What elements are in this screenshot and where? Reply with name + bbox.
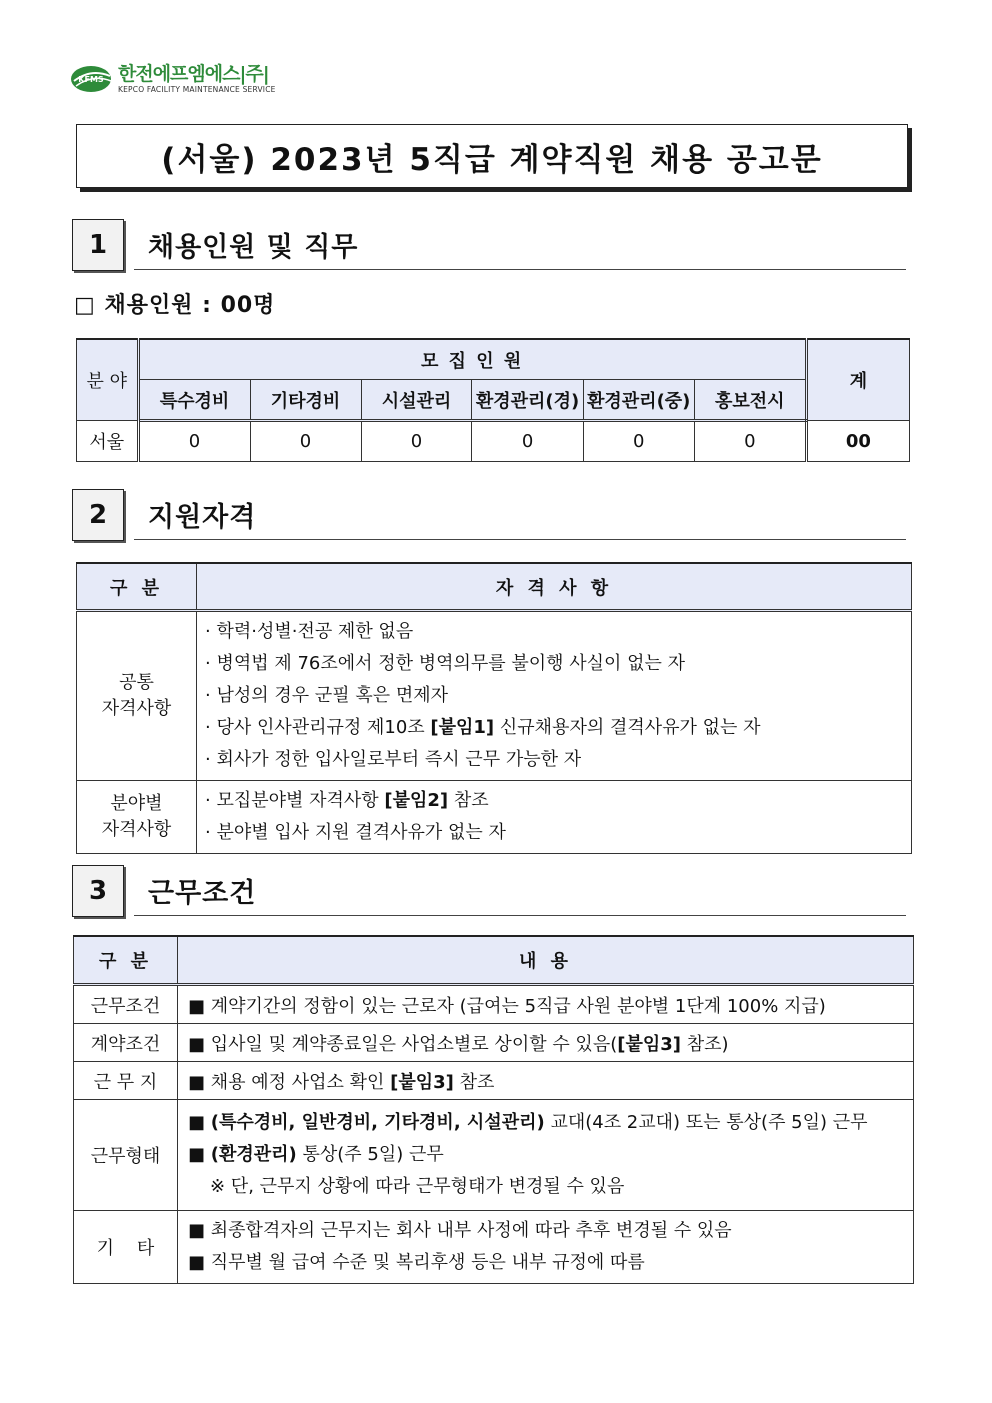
document-title-box <box>76 124 908 188</box>
header-job: 환경관리(경) <box>472 380 583 421</box>
section-3-header <box>72 865 906 917</box>
section-underline <box>134 269 906 270</box>
list-item: · 당사 인사관리규정 제10조 [붙임1] 신규채용자의 결격사유가 없는 자 <box>205 717 761 738</box>
row-label: 근무형태 <box>74 1100 178 1211</box>
table-row <box>74 1100 914 1211</box>
cell-count: 0 <box>250 421 361 462</box>
row-region: 서울 <box>77 421 139 462</box>
company-logo <box>70 62 276 96</box>
table-row <box>77 611 912 781</box>
row-content <box>178 1211 914 1284</box>
header-job: 기타경비 <box>250 380 361 421</box>
row-label: 기 타 <box>74 1211 178 1284</box>
header-job: 환경관리(중) <box>583 380 694 421</box>
cell-count: 0 <box>361 421 472 462</box>
kfms-logo-icon <box>70 64 116 94</box>
table-row <box>74 1211 914 1284</box>
qualification-table <box>76 562 912 854</box>
section-number: 2 <box>72 489 124 541</box>
list-item: · 병역법 제 76조에서 정한 병역의무를 불이행 사실이 없는 자 <box>205 653 686 674</box>
section-title: 채용인원 및 직무 <box>148 232 359 263</box>
row-content: ■ 입사일 및 계약종료일은 사업소별로 상이할 수 있음([붙임3] 참조) <box>178 1024 914 1062</box>
table-row <box>77 781 912 854</box>
list-item: ■ (환경관리) 통상(주 5일) 근무 <box>188 1144 444 1165</box>
section-number: 1 <box>72 219 124 271</box>
header-recruit-group: 모 집 인 원 <box>138 339 806 380</box>
header-job: 홍보전시 <box>694 380 806 421</box>
row-label: 근 무 지 <box>74 1062 178 1100</box>
section-underline <box>134 539 906 540</box>
list-item: ■ 직무별 월 급여 수준 및 복리후생 등은 내부 규정에 따름 <box>188 1252 645 1273</box>
header-job: 시설관리 <box>361 380 472 421</box>
section-number: 3 <box>72 865 124 917</box>
header-qualification: 자 격 사 항 <box>197 563 912 611</box>
document-title: (서울) 2023년 5직급 계약직원 채용 공고문 <box>161 141 823 178</box>
row-content: ■ 계약기간의 정함이 있는 근로자 (급여는 5직급 사원 분야별 1단계 100% 지급) <box>178 985 914 1024</box>
section-2-header <box>72 489 906 541</box>
header-category: 구 분 <box>74 936 178 985</box>
work-conditions-table <box>73 935 914 1284</box>
list-item: · 모집분야별 자격사항 [붙임2] 참조 <box>205 790 489 811</box>
row-content: ■ 채용 예정 사업소 확인 [붙임3] 참조 <box>178 1062 914 1100</box>
header-content: 내 용 <box>178 936 914 985</box>
row-label: 계약조건 <box>74 1024 178 1062</box>
field-qualification-list <box>197 781 912 854</box>
header-job: 특수경비 <box>138 380 250 421</box>
table-row <box>74 985 914 1024</box>
recruitment-table <box>76 338 910 462</box>
common-label: 공통 자격사항 <box>77 611 197 781</box>
list-item: ■ (특수경비, 일반경비, 기타경비, 시설관리) 교대(4조 2교대) 또는 통상(주 5일) 근무 <box>188 1112 868 1133</box>
row-content <box>178 1100 914 1211</box>
cell-count: 0 <box>138 421 250 462</box>
field-label: 분야별 자격사항 <box>77 781 197 854</box>
logo-korean-name: 한전에프엠에스|주| <box>118 62 269 85</box>
section-title: 근무조건 <box>148 878 257 909</box>
section-underline <box>134 915 906 916</box>
header-category: 구 분 <box>77 563 197 611</box>
table-row <box>74 1062 914 1100</box>
cell-total: 00 <box>806 421 909 462</box>
recruit-count: □ 채용인원 : 00명 <box>74 293 276 318</box>
list-item: ■ 최종합격자의 근무지는 회사 내부 사정에 따라 추후 변경될 수 있음 <box>188 1220 732 1241</box>
cell-count: 0 <box>472 421 583 462</box>
list-item: · 회사가 정한 입사일로부터 즉시 근무 가능한 자 <box>205 749 582 770</box>
note-item: ※ 단, 근무지 상황에 따라 근무형태가 변경될 수 있음 <box>210 1176 625 1197</box>
logo-english-name: KEPCO FACILITY MAINTENANCE SERVICE <box>118 84 276 94</box>
list-item: · 남성의 경우 군필 혹은 면제자 <box>205 685 448 706</box>
header-total: 계 <box>806 339 909 421</box>
list-item: · 분야별 입사 지원 결격사유가 없는 자 <box>205 822 506 843</box>
cell-count: 0 <box>583 421 694 462</box>
table-row <box>74 1024 914 1062</box>
table-row <box>77 421 910 462</box>
svg-text:KFMS: KFMS <box>78 75 104 84</box>
common-qualification-list <box>197 611 912 781</box>
row-label: 근무조건 <box>74 985 178 1024</box>
cell-count: 0 <box>694 421 806 462</box>
header-field: 분 야 <box>77 339 139 421</box>
section-1-header <box>72 219 906 271</box>
list-item: · 학력·성별·전공 제한 없음 <box>205 621 414 642</box>
section-title: 지원자격 <box>148 502 257 533</box>
